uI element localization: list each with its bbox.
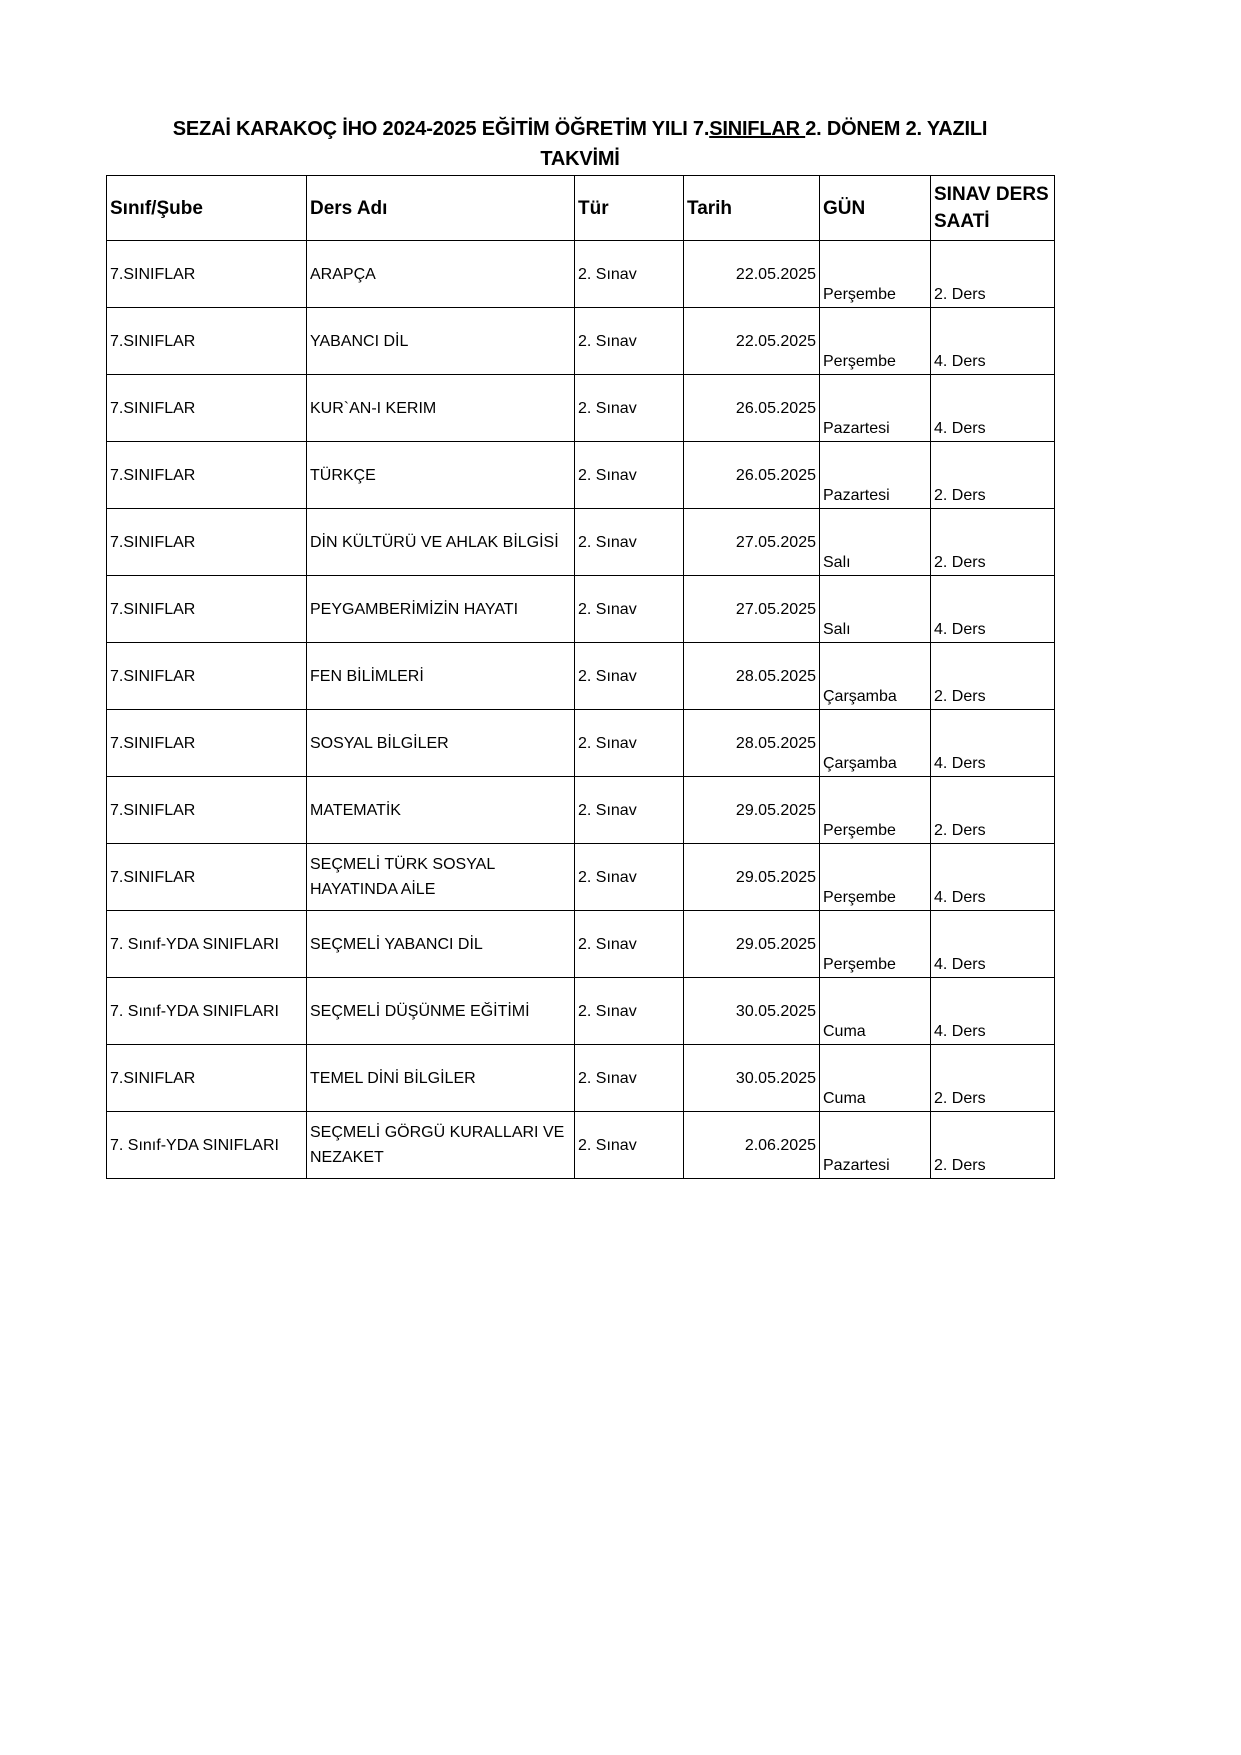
- cell-ders: SEÇMELİ DÜŞÜNME EĞİTİMİ: [307, 978, 575, 1045]
- cell-saat: 2. Ders: [931, 509, 1055, 576]
- cell-saat: 4. Ders: [931, 978, 1055, 1045]
- header-row: [107, 176, 1055, 241]
- table-row: [107, 308, 1055, 375]
- header-tarih: Tarih: [684, 176, 820, 241]
- cell-tarih: 30.05.2025: [684, 1045, 820, 1112]
- table-row: [107, 576, 1055, 643]
- cell-gun: Çarşamba: [820, 710, 931, 777]
- cell-tur: 2. Sınav: [575, 375, 684, 442]
- header-gun: GÜN: [820, 176, 931, 241]
- cell-saat: 4. Ders: [931, 911, 1055, 978]
- header-tur: Tür: [575, 176, 684, 241]
- table-row: [107, 911, 1055, 978]
- cell-saat: 2. Ders: [931, 1112, 1055, 1179]
- cell-ders: PEYGAMBERİMİZİN HAYATI: [307, 576, 575, 643]
- header-saat: [931, 176, 1055, 241]
- cell-ders: TEMEL DİNİ BİLGİLER: [307, 1045, 575, 1112]
- cell-gun: Cuma: [820, 1045, 931, 1112]
- cell-sinif: 7. Sınıf-YDA SINIFLARI: [107, 978, 307, 1045]
- cell-gun: Perşembe: [820, 844, 931, 911]
- title-part1: SEZAİ KARAKOÇ İHO 2024-2025 EĞİTİM ÖĞRETİM YILI 7.: [172, 118, 710, 140]
- cell-ders: TÜRKÇE: [307, 442, 575, 509]
- header-ders: Ders Adı: [307, 176, 575, 241]
- exam-schedule-table: [106, 175, 1055, 1179]
- cell-gun: Pazartesi: [820, 442, 931, 509]
- cell-tarih: 30.05.2025: [684, 978, 820, 1045]
- cell-tarih: 29.05.2025: [684, 777, 820, 844]
- table-row: [107, 1112, 1055, 1179]
- cell-ders: MATEMATİK: [307, 777, 575, 844]
- cell-saat: 2. Ders: [931, 777, 1055, 844]
- table-row: [107, 1045, 1055, 1112]
- title-line2: TAKVİMİ: [540, 148, 620, 170]
- cell-saat: 4. Ders: [931, 308, 1055, 375]
- cell-tur: 2. Sınav: [575, 777, 684, 844]
- cell-gun: Perşembe: [820, 308, 931, 375]
- cell-sinif: 7.SINIFLAR: [107, 844, 307, 911]
- cell-gun: Perşembe: [820, 241, 931, 308]
- cell-tur: 2. Sınav: [575, 978, 684, 1045]
- cell-gun: Salı: [820, 576, 931, 643]
- cell-tur: 2. Sınav: [575, 1112, 684, 1179]
- cell-sinif: 7.SINIFLAR: [107, 509, 307, 576]
- cell-sinif: 7.SINIFLAR: [107, 241, 307, 308]
- cell-ders: SEÇMELİ GÖRGÜ KURALLARI VE NEZAKET: [307, 1112, 575, 1179]
- header-saat-line1: SINAV DERS: [934, 184, 1049, 205]
- title-underlined: SINIFLAR: [709, 118, 806, 140]
- cell-sinif: 7.SINIFLAR: [107, 777, 307, 844]
- cell-ders: SEÇMELİ TÜRK SOSYAL HAYATINDA AİLE: [307, 844, 575, 911]
- cell-gun: Çarşamba: [820, 643, 931, 710]
- cell-sinif: 7. Sınıf-YDA SINIFLARI: [107, 911, 307, 978]
- cell-tarih: 22.05.2025: [684, 241, 820, 308]
- cell-tur: 2. Sınav: [575, 844, 684, 911]
- cell-ders: KUR`AN-I KERIM: [307, 375, 575, 442]
- cell-tur: 2. Sınav: [575, 911, 684, 978]
- table-row: [107, 978, 1055, 1045]
- cell-gun: Cuma: [820, 978, 931, 1045]
- table-row: [107, 777, 1055, 844]
- header-sinif: Sınıf/Şube: [107, 176, 307, 241]
- cell-tarih: 22.05.2025: [684, 308, 820, 375]
- cell-sinif: 7.SINIFLAR: [107, 1045, 307, 1112]
- cell-sinif: 7.SINIFLAR: [107, 308, 307, 375]
- cell-ders: SEÇMELİ YABANCI DİL: [307, 911, 575, 978]
- cell-tur: 2. Sınav: [575, 576, 684, 643]
- cell-saat: 4. Ders: [931, 375, 1055, 442]
- cell-sinif: 7.SINIFLAR: [107, 643, 307, 710]
- cell-saat: 2. Ders: [931, 1045, 1055, 1112]
- table-row: [107, 241, 1055, 308]
- title-part2: 2. DÖNEM 2. YAZILI: [805, 118, 988, 140]
- cell-ders: YABANCI DİL: [307, 308, 575, 375]
- cell-tarih: 27.05.2025: [684, 576, 820, 643]
- cell-saat: 2. Ders: [931, 643, 1055, 710]
- cell-gun: Salı: [820, 509, 931, 576]
- cell-tarih: 29.05.2025: [684, 844, 820, 911]
- table-row: [107, 442, 1055, 509]
- cell-saat: 4. Ders: [931, 844, 1055, 911]
- cell-tur: 2. Sınav: [575, 308, 684, 375]
- cell-tarih: 27.05.2025: [684, 509, 820, 576]
- document-title: [106, 114, 1054, 174]
- cell-gun: Pazartesi: [820, 1112, 931, 1179]
- cell-saat: 2. Ders: [931, 442, 1055, 509]
- cell-tur: 2. Sınav: [575, 1045, 684, 1112]
- cell-sinif: 7.SINIFLAR: [107, 442, 307, 509]
- table-row: [107, 509, 1055, 576]
- cell-ders: FEN BİLİMLERİ: [307, 643, 575, 710]
- cell-gun: Perşembe: [820, 777, 931, 844]
- cell-tur: 2. Sınav: [575, 643, 684, 710]
- cell-tarih: 28.05.2025: [684, 710, 820, 777]
- cell-tur: 2. Sınav: [575, 509, 684, 576]
- cell-tarih: 28.05.2025: [684, 643, 820, 710]
- table-row: [107, 643, 1055, 710]
- cell-tarih: 26.05.2025: [684, 442, 820, 509]
- cell-sinif: 7.SINIFLAR: [107, 576, 307, 643]
- cell-ders: DİN KÜLTÜRÜ VE AHLAK BİLGİSİ: [307, 509, 575, 576]
- cell-tarih: 29.05.2025: [684, 911, 820, 978]
- table-row: [107, 710, 1055, 777]
- cell-tarih: 26.05.2025: [684, 375, 820, 442]
- cell-gun: Pazartesi: [820, 375, 931, 442]
- cell-sinif: 7.SINIFLAR: [107, 375, 307, 442]
- cell-sinif: 7.SINIFLAR: [107, 710, 307, 777]
- cell-saat: 4. Ders: [931, 710, 1055, 777]
- table-row: [107, 844, 1055, 911]
- cell-tur: 2. Sınav: [575, 442, 684, 509]
- cell-ders: ARAPÇA: [307, 241, 575, 308]
- cell-saat: 4. Ders: [931, 576, 1055, 643]
- cell-tur: 2. Sınav: [575, 710, 684, 777]
- cell-tur: 2. Sınav: [575, 241, 684, 308]
- cell-gun: Perşembe: [820, 911, 931, 978]
- cell-sinif: 7. Sınıf-YDA SINIFLARI: [107, 1112, 307, 1179]
- cell-ders: SOSYAL BİLGİLER: [307, 710, 575, 777]
- cell-tarih: 2.06.2025: [684, 1112, 820, 1179]
- header-saat-line2: SAATİ: [934, 211, 990, 232]
- cell-saat: 2. Ders: [931, 241, 1055, 308]
- table-row: [107, 375, 1055, 442]
